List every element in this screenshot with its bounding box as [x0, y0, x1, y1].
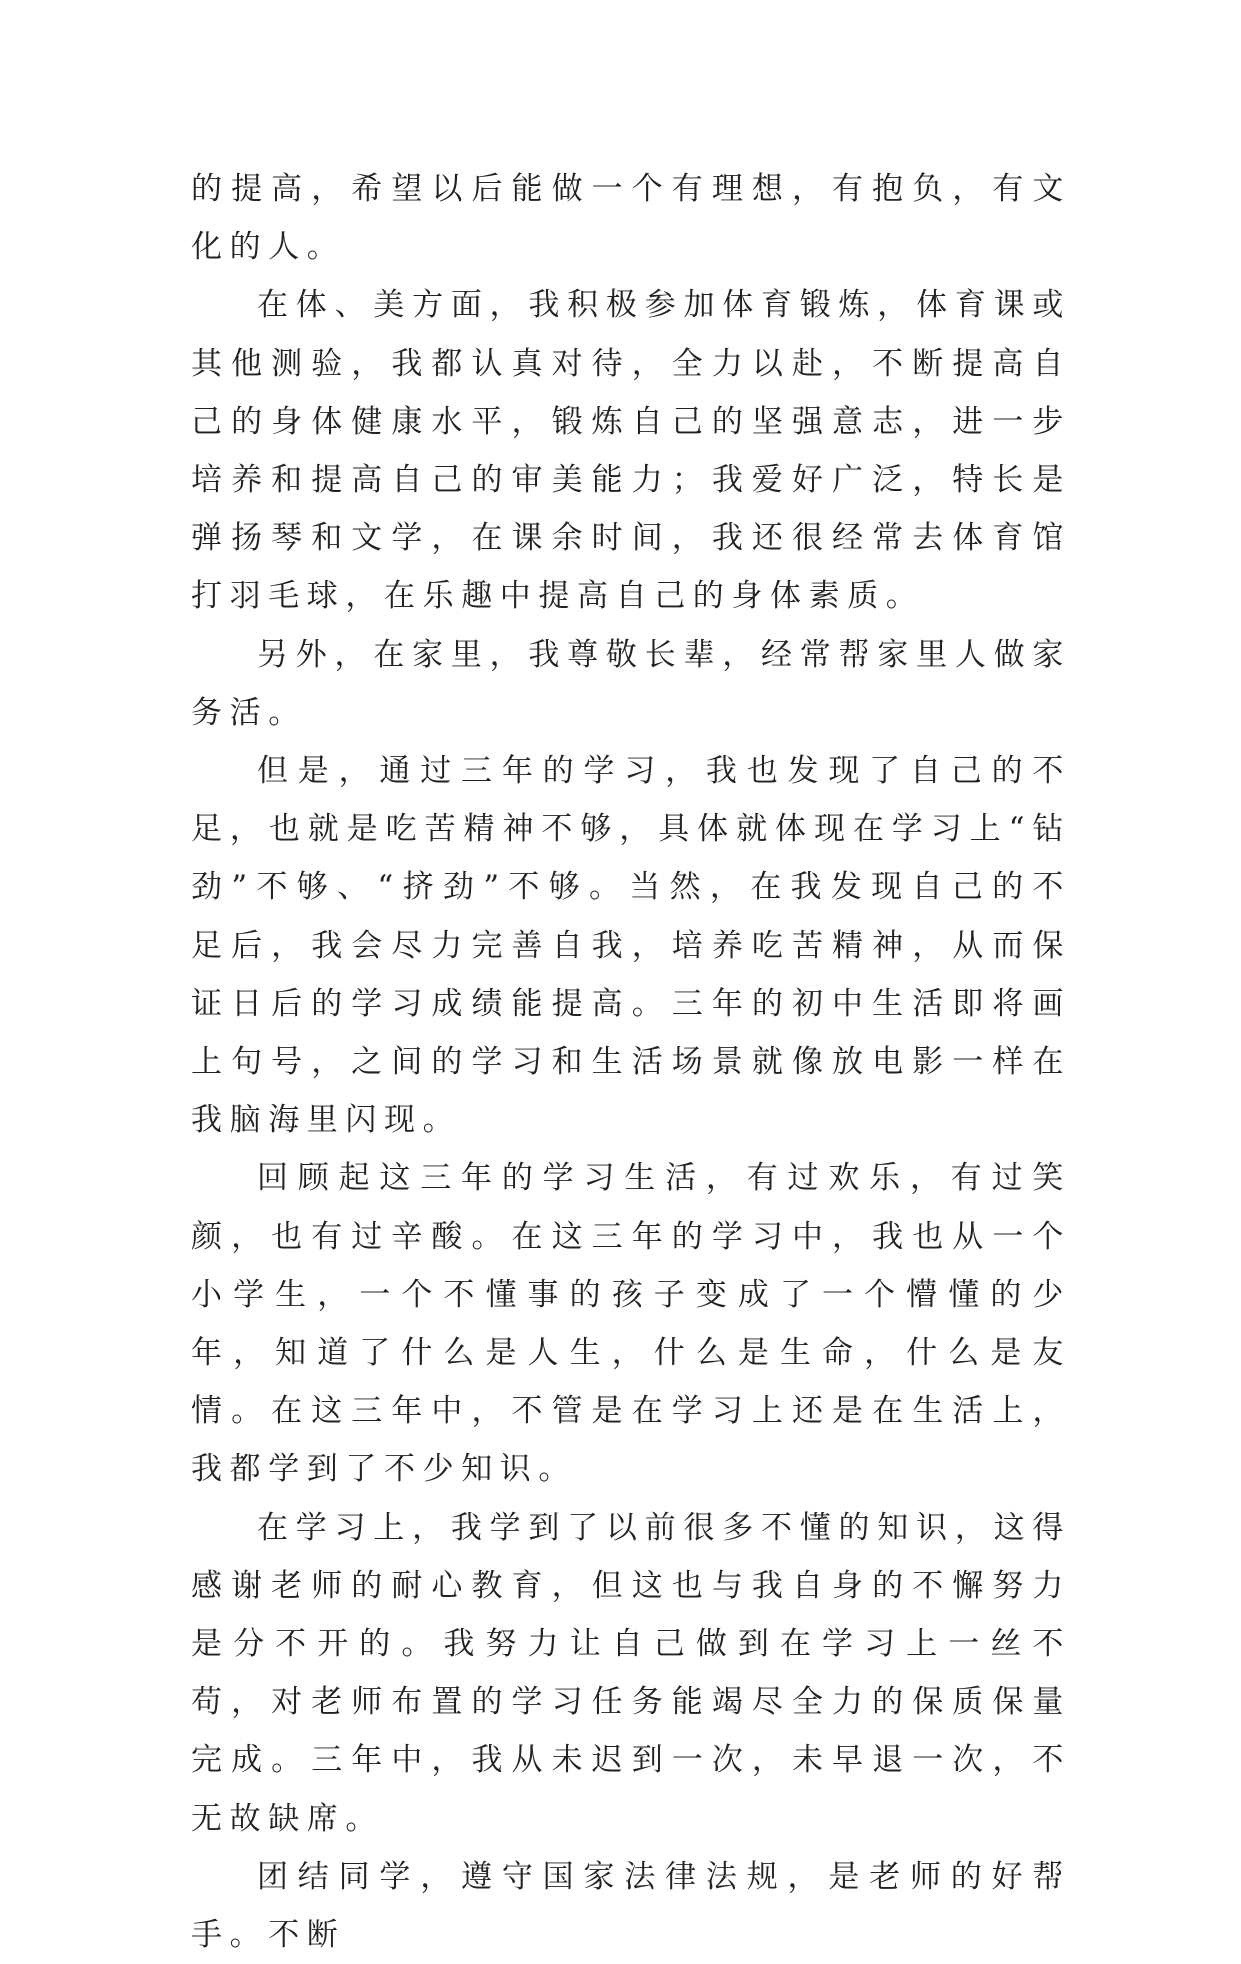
document-body [191, 160, 1071, 1964]
paragraph-6: 在学习上，我学到了以前很多不懂的知识，这得感谢老师的耐心教育，但这也与我自身的不懈努力是分不开的。我努力让自己做到在学习上一丝不苟，对老师布置的学习任务能竭尽全力的保质保量完成。三年中，我从未迟到一次，未早退一次，不无故缺席。 [191, 1509, 1071, 1837]
paragraph-5: 回顾起这三年的学习生活，有过欢乐，有过笑颜，也有过辛酸。在这三年的学习中，我也从一个小学生，一个不懂事的孩子变成了一个懵懂的少年，知道了什么是人生，什么是生命，什么是友情。在这三年中，不管是在学习上还是在生活上，我都学到了不少知识。 [191, 1160, 1071, 1488]
paragraph-4: 但是，通过三年的学习，我也发现了自己的不足，也就是吃苦精神不够，具体就体现在学习上“钻劲”不够、“挤劲”不够。当然，在我发现自己的不足后，我会尽力完善自我，培养吃苦精神，从而保证日后的学习成绩能提高。三年的初中生活即将画上句号，之间的学习和生活场景就像放电影一样在我脑海里闪现。 [191, 753, 1071, 1139]
paragraph-2: 在体、美方面，我积极参加体育锻炼，体育课或其他测验，我都认真对待，全力以赴，不断提高自己的身体健康水平，锻炼自己的坚强意志，进一步培养和提高自己的审美能力；我爱好广泛，特长是弹扬琴和文学，在课余时间，我还很经常去体育馆打羽毛球，在乐趣中提高自己的身体素质。 [191, 287, 1071, 615]
paragraph-3: 另外，在家里，我尊敬长辈，经常帮家里人做家务活。 [191, 636, 1071, 731]
paragraph-7: 团结同学，遵守国家法律法规，是老师的好帮手。不断 [191, 1858, 1071, 1954]
paragraph-1: 的提高，希望以后能做一个有理想，有抱负，有文化的人。 [191, 171, 1071, 266]
